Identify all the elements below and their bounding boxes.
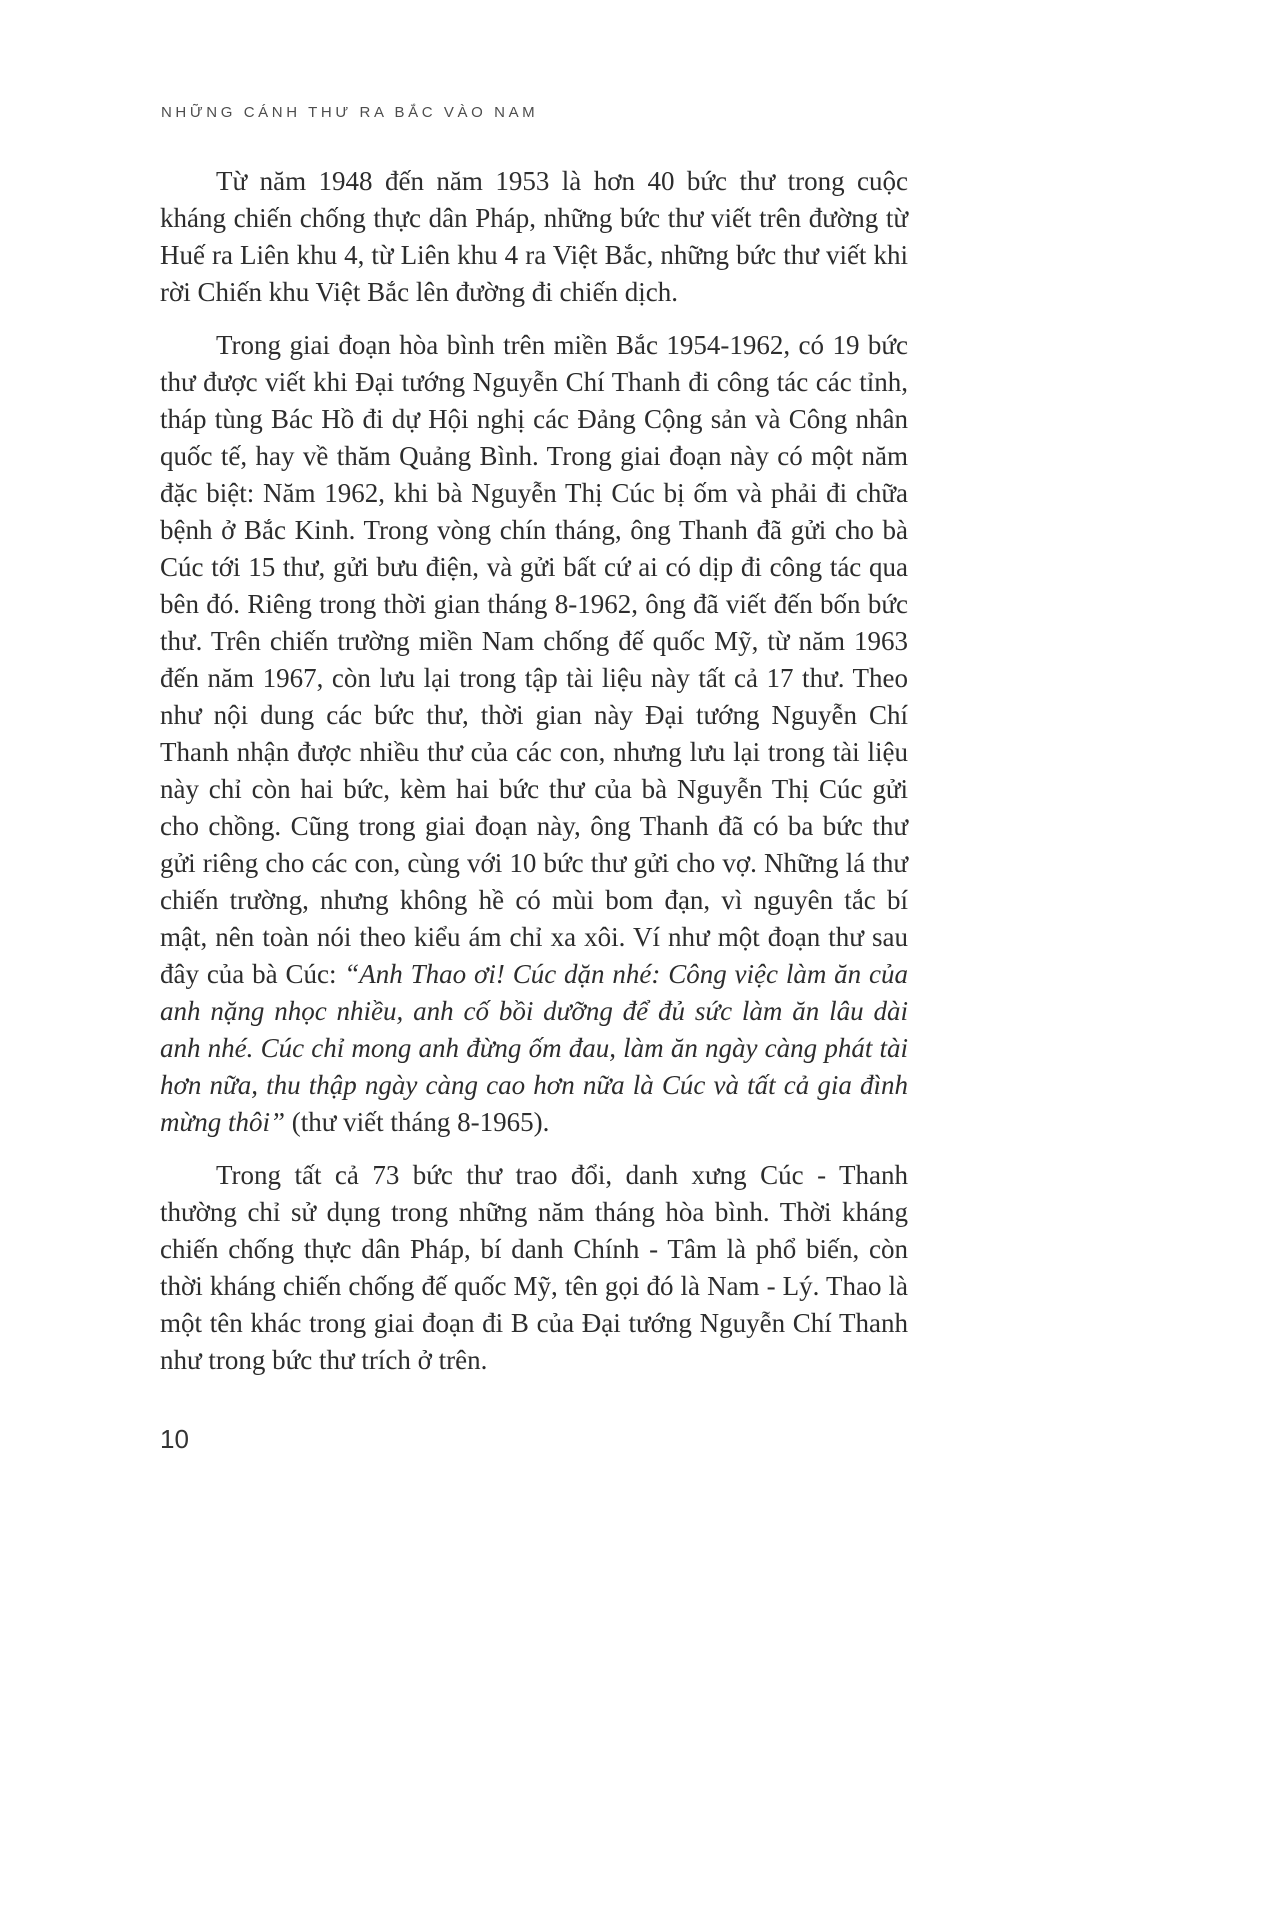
paragraph-3: Trong tất cả 73 bức thư trao đổi, danh xưng Cúc - Thanh thường chỉ sử dụng trong những năm tháng hòa bình. Thời kháng chiến chống thực dân Pháp, bí danh Chính - Tâm là phổ biến, còn thời kháng chiến chống đế quốc Mỹ, tên gọi đó là Nam - Lý. Thao là một tên khác trong giai đoạn đi B của Đại tướng Nguyễn Chí Thanh như trong bức thư trích ở trên. [160, 1160, 908, 1375]
quote-source-note: (thư viết tháng 8-1965). [291, 1107, 550, 1137]
running-header: NHỮNG CÁNH THƯ RA BẮC VÀO NAM [161, 104, 539, 121]
paragraph-2 [160, 327, 908, 1141]
page-number: 10 [160, 1424, 189, 1454]
paragraph-2-text: Trong giai đoạn hòa bình trên miền Bắc 1954-1962, có 19 bức thư được viết khi Đại tướng Nguyễn Chí Thanh đi công tác các tỉnh, tháp tùng Bác Hồ đi dự Hội nghị các Đảng Cộng sản và Công nhân quốc tế, hay về thăm Quảng Bình. Trong giai đoạn này có một năm đặc biệt: Năm 1962, khi bà Nguyễn Thị Cúc bị ốm và phải đi chữa bệnh ở Bắc Kinh. Trong vòng chín tháng, ông Thanh đã gửi cho bà Cúc tới 15 thư, gửi bưu điện, và gửi bất cứ ai có dịp đi công tác qua bên đó. Riêng trong thời gian tháng 8-1962, ông đã viết đến bốn bức thư. Trên chiến trường miền Nam chống đế quốc Mỹ, từ năm 1963 đến năm 1967, còn lưu lại trong tập tài liệu này tất cả 17 thư. Theo như nội dung các bức thư, thời gian này Đại tướng Nguyễn Chí Thanh nhận được nhiều thư của các con, nhưng lưu lại trong tài liệu này chỉ còn hai bức, kèm hai bức thư của bà Nguyễn Thị Cúc gửi cho chồng. Cũng trong giai đoạn này, ông Thanh đã có ba bức thư gửi riêng cho các con, cùng với 10 bức thư gửi cho vợ. Những lá thư chiến trường, nhưng không hề có mùi bom đạn, vì nguyên tắc bí mật, nên toàn nói theo kiểu ám chỉ xa xôi. Ví như một đoạn thư sau đây của bà Cúc: [160, 330, 908, 989]
body-text [160, 163, 908, 1379]
letter-quote: “Anh Thao ơi! Cúc dặn nhé: Công việc làm ăn của anh nặng nhọc nhiều, anh cố bồi dưỡng để đủ sức làm ăn lâu dài anh nhé. Cúc chỉ mong anh đừng ốm đau, làm ăn ngày càng phát tài hơn nữa, thu thập ngày càng cao hơn nữa là Cúc và tất cả gia đình mừng thôi” [160, 959, 908, 1137]
paragraph-1: Từ năm 1948 đến năm 1953 là hơn 40 bức thư trong cuộc kháng chiến chống thực dân Pháp, những bức thư viết trên đường từ Huế ra Liên khu 4, từ Liên khu 4 ra Việt Bắc, những bức thư viết khi rời Chiến khu Việt Bắc lên đường đi chiến dịch. [160, 166, 908, 307]
